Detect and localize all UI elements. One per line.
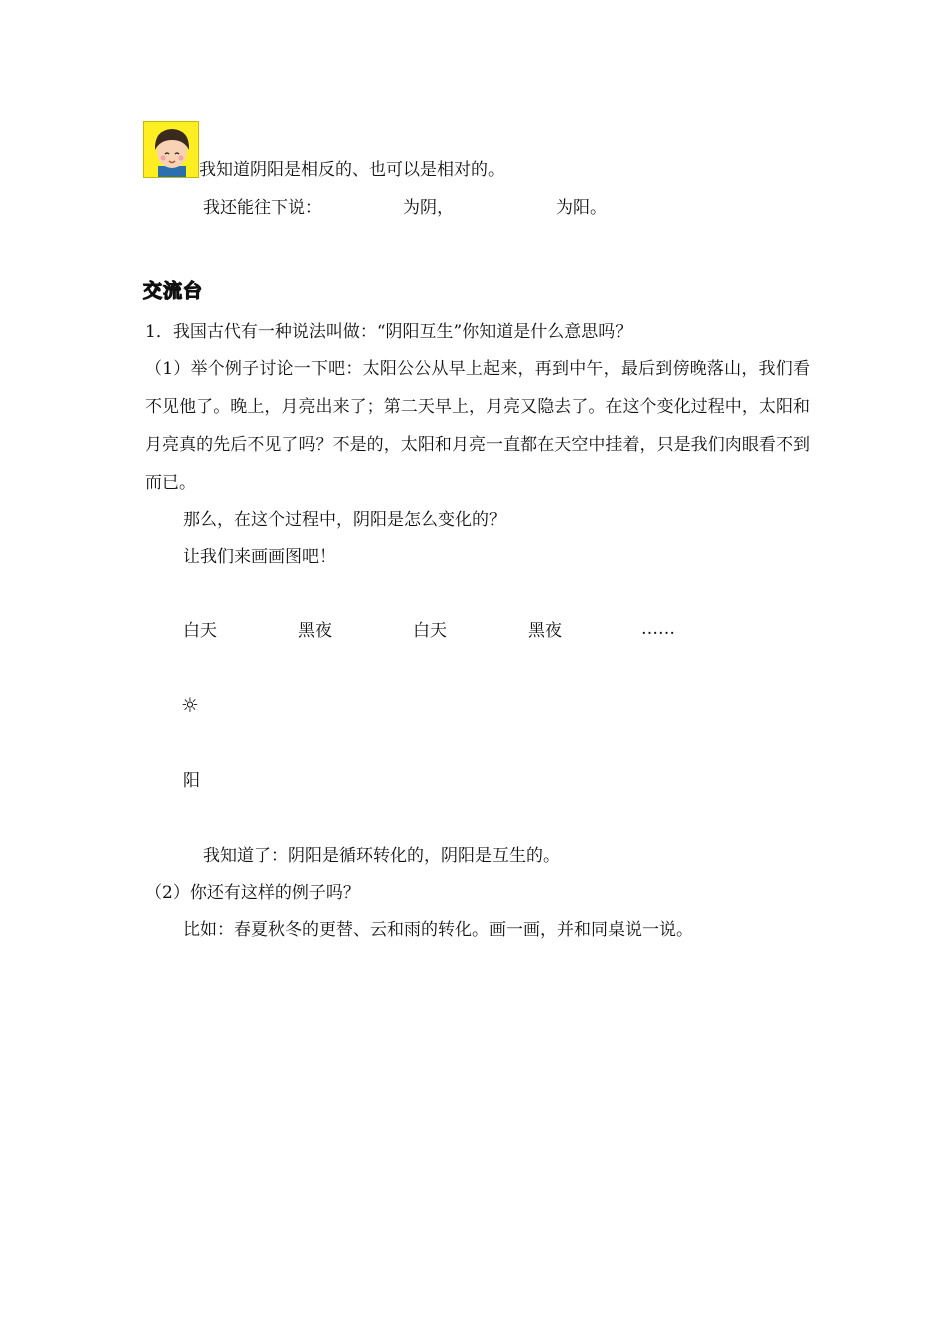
yang-label: 阳 xyxy=(183,771,200,791)
question-1: 1．我国古代有一种说法叫做：“阴阳互生”你知道是什么意思吗？ xyxy=(145,322,633,342)
cycle-ellipsis: …… xyxy=(641,619,675,639)
boy-avatar-icon xyxy=(143,121,199,178)
conclusion: 我知道了：阴阳是循环转化的，阴阳是互生的。 xyxy=(203,846,560,866)
part1-text: （1）举个例子讨论一下吧：太阳公公从早上起来，再到中午，最后到傍晚落山，我们看不见他了。晚上，月亮出来了；第二天早上，月亮又隐去了。在这个变化过程中，太阳和月亮真的先后不见了吗？不是的，太阳和月亮一直都在天空中挂着，只是我们肉眼看不到而已。 xyxy=(145,359,810,493)
cycle-night-2: 黑夜 xyxy=(528,621,562,641)
part2-question: （2）你还有这样的例子吗？ xyxy=(145,883,360,903)
intro-line2-yang: 为阳。 xyxy=(556,198,607,218)
cycle-day-2: 白天 xyxy=(413,621,447,641)
intro-line1: 我知道阴阳是相反的、也可以是相对的。 xyxy=(199,160,505,180)
intro-line2-yin: 为阴， xyxy=(403,198,454,218)
cycle-night-1: 黑夜 xyxy=(298,621,332,641)
part2-text: 比如：春夏秋冬的更替、云和雨的转化。画一画，并和同桌说一说。 xyxy=(183,920,693,940)
part1-paragraph xyxy=(145,350,810,502)
part1-draw-prompt: 让我们来画画图吧！ xyxy=(183,547,336,567)
sun-icon: ☼ xyxy=(181,693,199,717)
intro-line2-prefix: 我还能往下说： xyxy=(203,198,322,218)
section-title: 交流台 xyxy=(143,280,204,302)
cycle-day-1: 白天 xyxy=(183,621,217,641)
part1-question: 那么，在这个过程中，阴阳是怎么变化的？ xyxy=(183,510,506,530)
